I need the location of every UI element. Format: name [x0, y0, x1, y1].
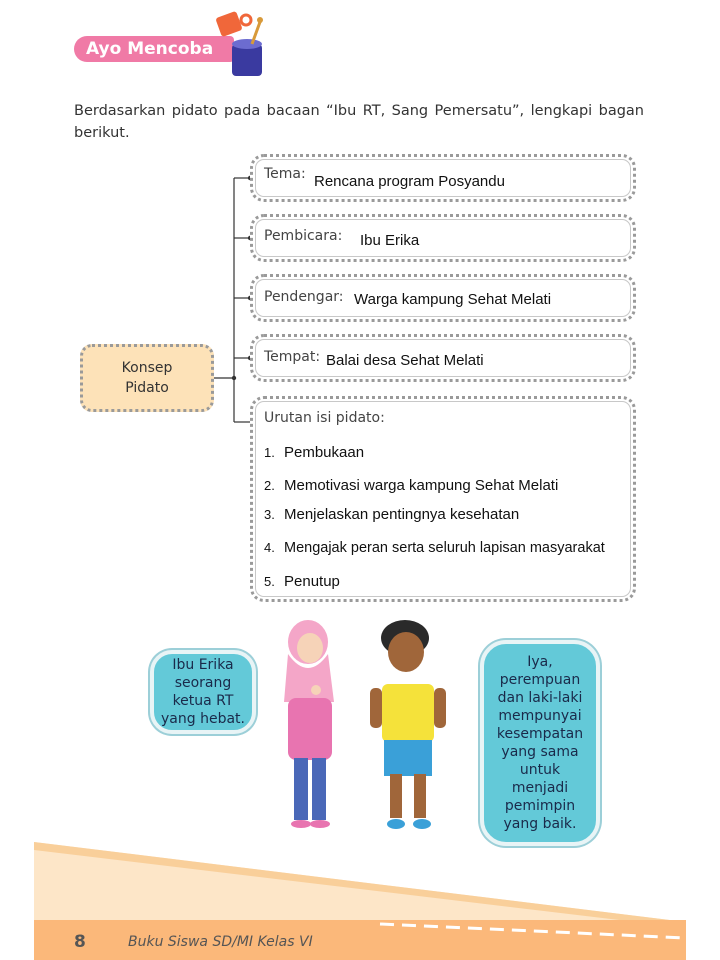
tempat-label: Tempat: — [264, 349, 321, 365]
list-item — [264, 506, 519, 523]
list-item — [264, 444, 364, 461]
list-item — [264, 539, 605, 556]
list-number: 3. — [264, 507, 275, 522]
concept-line-1: Konsep — [121, 360, 173, 376]
list-number: 2. — [264, 478, 275, 493]
tema-label: Tema: — [264, 166, 306, 182]
pendengar-value: Warga kampung Sehat Melati — [354, 291, 552, 308]
list-text: Pembukaan — [284, 444, 365, 461]
concept-root-box — [80, 344, 214, 412]
children-illustration — [270, 612, 470, 842]
speech-text-right: Iya, perempuan dan laki-laki mempunyai kesempatan yang sama untuk menjadi pemimpin yang baik. — [496, 654, 584, 832]
urutan-label: Urutan isi pidato: — [264, 410, 385, 426]
list-number: 1. — [264, 445, 275, 460]
pembicara-label: Pembicara: — [264, 228, 343, 244]
speech-bubble-right — [480, 640, 600, 846]
list-text: Mengajak peran serta seluruh lapisan masyarakat — [284, 540, 605, 556]
section-badge: Ayo Mencoba — [74, 36, 234, 62]
boy-figure — [370, 620, 446, 829]
tempat-value: Balai desa Sehat Melati — [326, 352, 484, 369]
concept-line-2: Pidato — [125, 380, 169, 396]
list-item — [264, 477, 558, 494]
list-item — [264, 573, 340, 590]
cup-icon — [208, 8, 270, 80]
tema-value: Rencana program Posyandu — [314, 173, 505, 190]
book-title: Buku Siswa SD/MI Kelas VI — [128, 934, 313, 950]
pendengar-label: Pendengar: — [264, 289, 344, 305]
pembicara-value: Ibu Erika — [360, 232, 420, 249]
page-number: 8 — [74, 932, 86, 952]
girl-figure — [284, 620, 334, 828]
footer-decoration — [0, 820, 720, 960]
speech-text-left: Ibu Erika seorang ketua RT yang hebat. — [161, 657, 245, 727]
list-text: Memotivasi warga kampung Sehat Melati — [284, 477, 559, 494]
instruction-text: Berdasarkan pidato pada bacaan “Ibu RT, Sang Pemersatu”, lengkapi bagan berikut. — [74, 103, 644, 141]
list-text: Penutup — [284, 573, 340, 590]
list-text: Menjelaskan pentingnya kesehatan — [284, 506, 520, 523]
list-number: 5. — [264, 574, 275, 589]
speech-bubble-left — [150, 650, 256, 734]
list-number: 4. — [264, 540, 275, 555]
urutan-box — [250, 396, 636, 602]
